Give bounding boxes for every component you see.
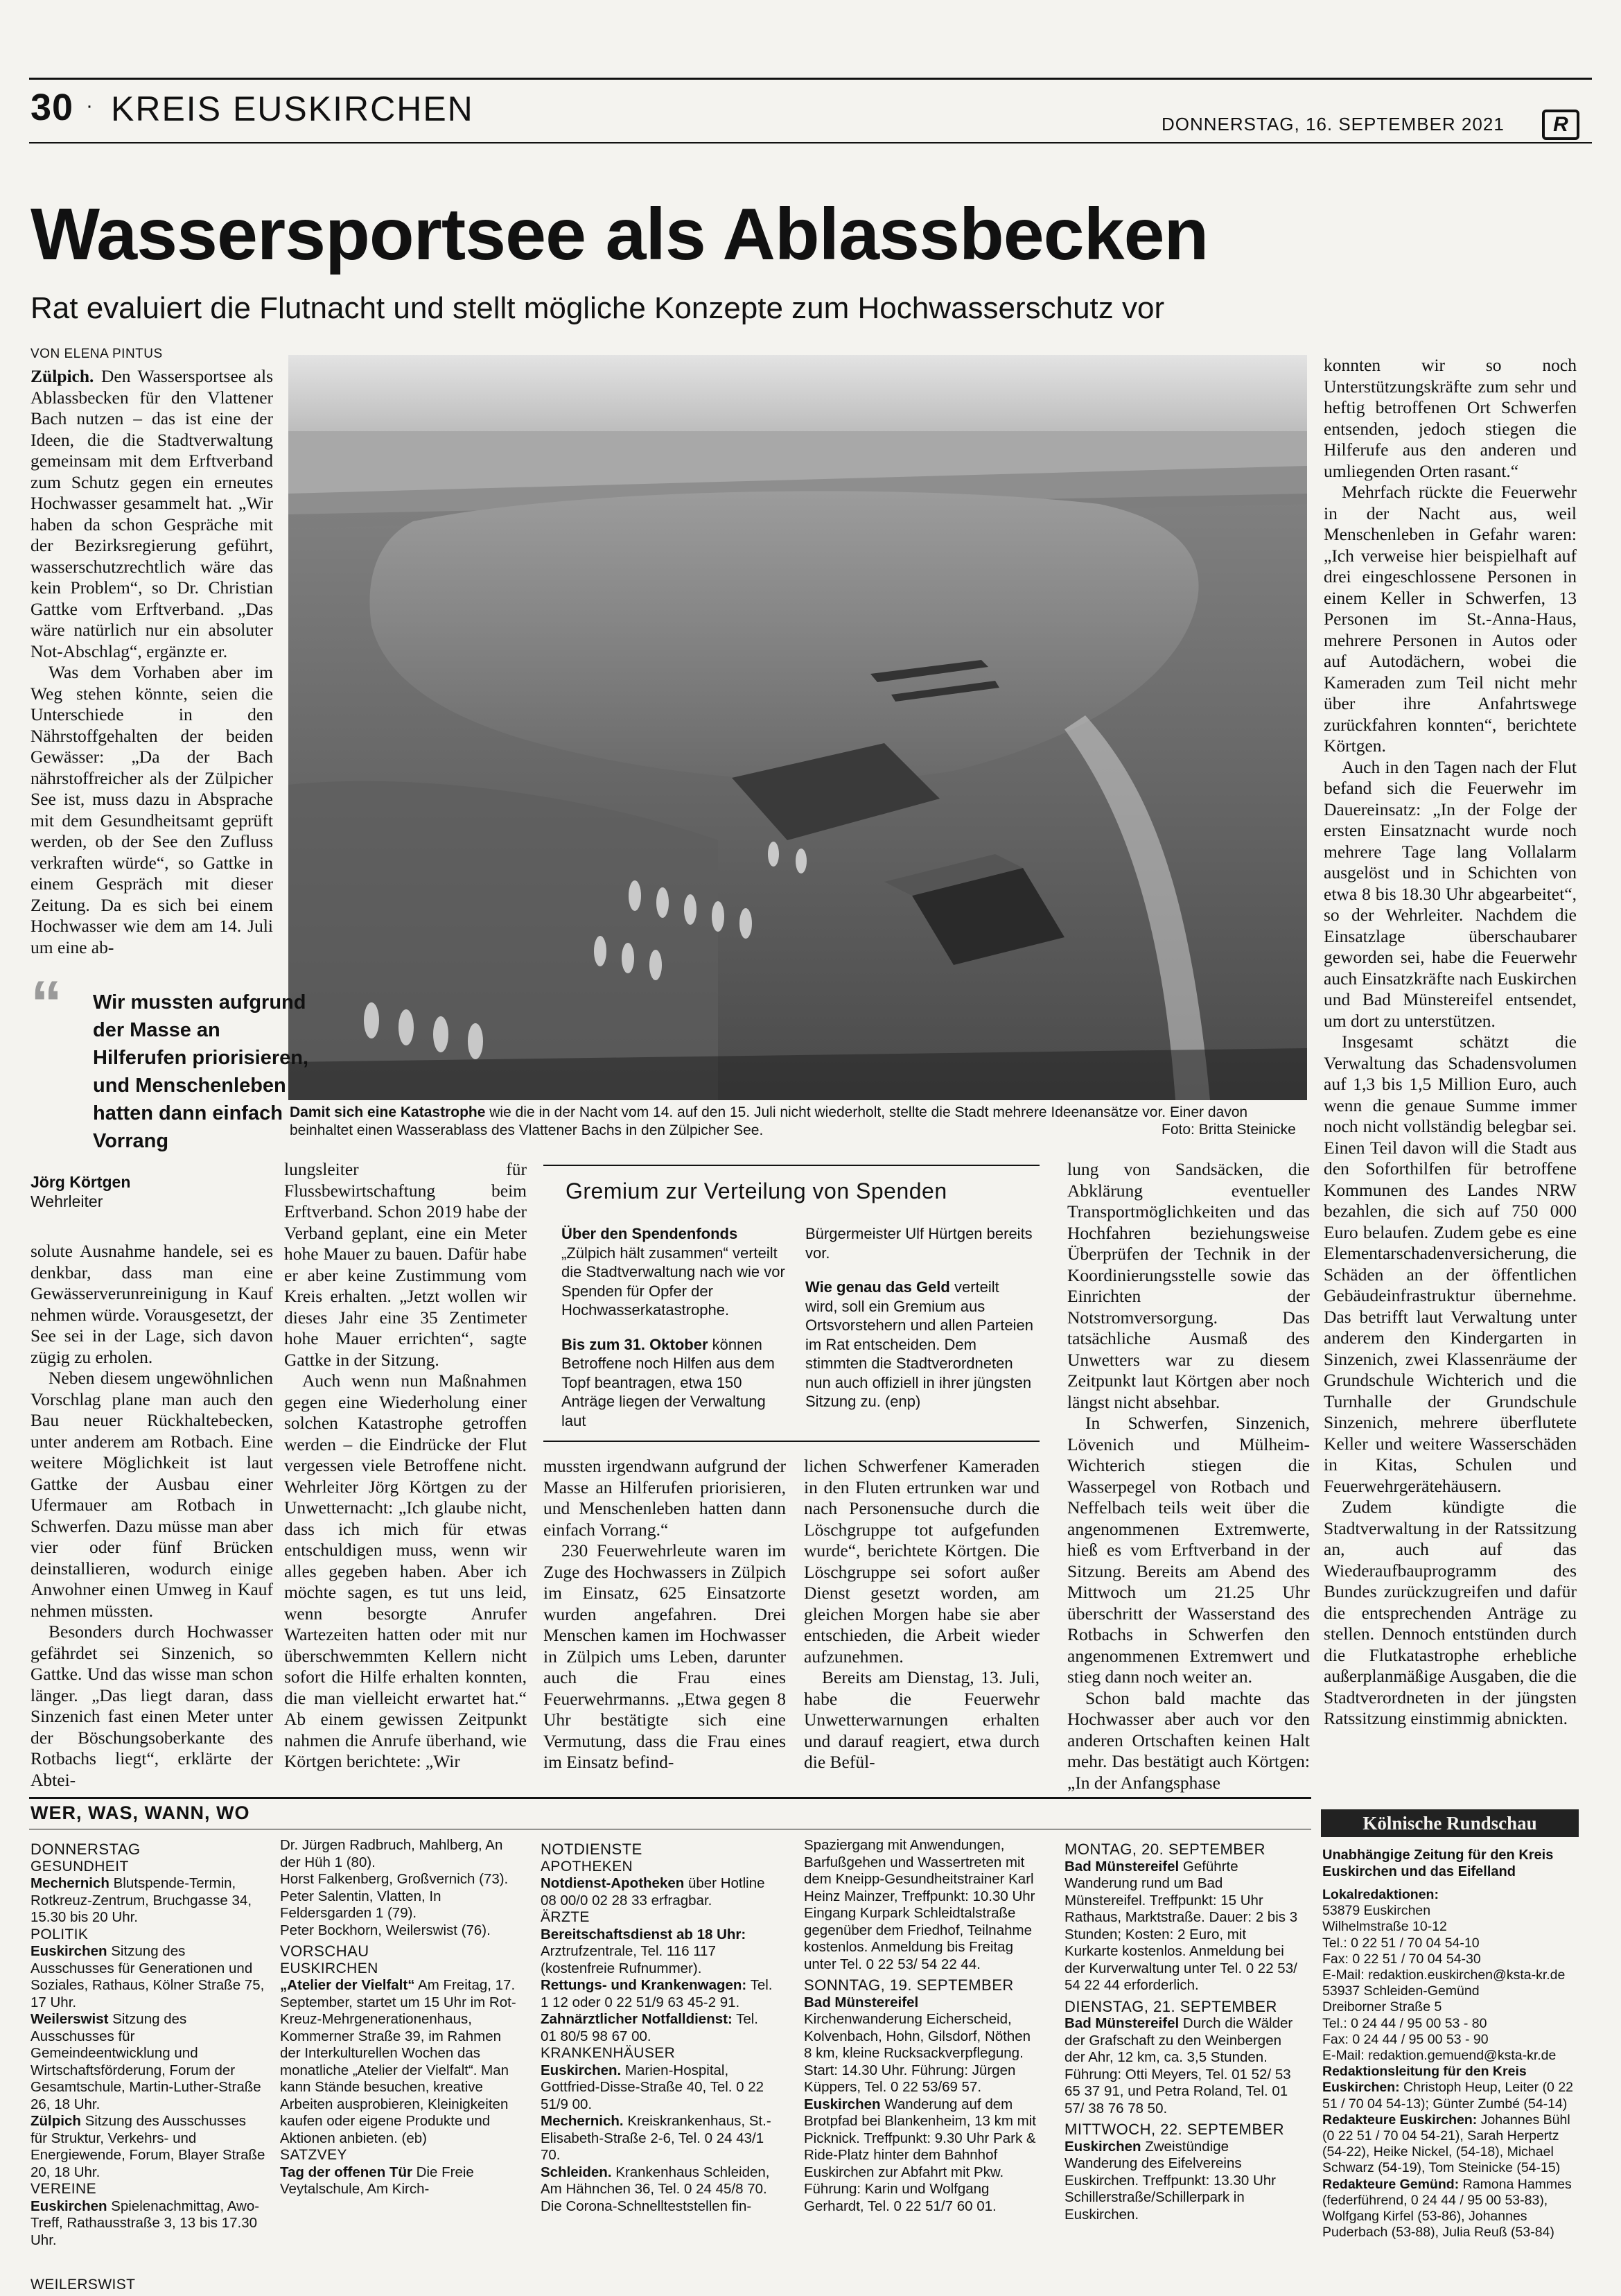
paragraph: lichen Schwerfener Kameraden in den Fluten ertrunken war und nach Personensuche durch die Löschgruppe tot aufgefunden wurde“, berichtete Körtgen. Die Löschgruppe sei sofort außer Dienst gesetzt worden, am gleichen Morgen habe sie aber entschieden, die Arbeit wieder aufzunehmen. <box>804 1456 1040 1667</box>
subheadline: Rat evaluiert die Flutnacht und stellt mögliche Konzepte zum Hochwasserschutz vor <box>30 291 1165 325</box>
event-entry: Peter Bockhorn, Weilerswist (76). <box>280 1922 491 1938</box>
quote-text: Wir mussten aufgrund der Masse an Hilferufen priorisieren, und Menschenleben hatten dann einfach Vorrang <box>93 991 309 1152</box>
event-heading: DIENSTAG, 21. SEPTEMBER <box>1064 1997 1277 2015</box>
top-rule <box>29 78 1592 80</box>
event-entry: Zahnärztlicher Notfalldienst: Tel. 01 80/5 98 67 00. <box>541 2011 759 2044</box>
events-column-4 <box>804 1837 1040 2215</box>
article-column-1b <box>30 1241 273 1791</box>
events-next-heading: WEILERSWIST <box>30 2277 136 2293</box>
article-column-4 <box>804 1456 1040 1773</box>
event-entry: Weilerswist Sitzung des Ausschusses für Gemeindeentwicklung und Wirtschaftsförderung, Forum der Gesamtschule, Martin-Luther-Straße 26, 18 Uhr. <box>30 2011 261 2112</box>
imprint-line: Redakteure Gemünd: Ramona Hammes (federführend, 0 24 44 / 95 00 53-83), Wolfgang Kirfel (53-86), Johannes Puderbach (53-88), Julia Reuß (53-84) <box>1322 2176 1572 2241</box>
events-title: WER, WAS, WANN, WO <box>30 1802 250 1823</box>
event-heading: SONNTAG, 19. SEPTEMBER <box>804 1976 1014 1994</box>
event-heading: APOTHEKEN <box>541 1858 633 1875</box>
event-heading: NOTDIENSTE <box>541 1841 642 1858</box>
infobox-title: Gremium zur Verteilung von Spenden <box>566 1179 947 1203</box>
paragraph: 230 Feuerwehrleute waren im Zuge des Hochwassers in Zülpich im Einsatz, 625 Einsatzorte wurden angefahren. Drei Menschen kamen im Hochwasser in Zülpich ums Leben, darunter auch die Frau eines Feuerwehrmanns. „Etwa gegen 8 Uhr bestätigte sich eine Vermutung, dass die Frau eines im Einsatz befind- <box>543 1540 786 1772</box>
event-heading: VORSCHAU <box>280 1942 369 1960</box>
event-entry: Euskirchen Sitzung des Ausschusses für Generationen und Soziales, Rathaus, Kölner Straße 75, 17 Uhr. <box>30 1943 265 2010</box>
quote-author: Jörg Körtgen <box>30 1173 131 1191</box>
paragraph: konnten wir so noch Unterstützungskräfte zum sehr und heftig betroffenen Ort Schwerfen entsenden, jedoch stiegen die Hilferufe aus den anderen und umliegenden Orten rasant.“ <box>1324 355 1577 481</box>
imprint-line: 53879 Euskirchen <box>1322 1903 1431 1919</box>
events-top-rule <box>29 1797 1311 1799</box>
event-heading: DONNERSTAG <box>30 1841 141 1858</box>
infobox-paragraph: Bürgermeister Ulf Hürtgen bereits vor. <box>805 1225 1033 1262</box>
event-entry: Horst Falkenberg, Großvernich (73). <box>280 1871 509 1887</box>
event-entry: Mechernich Blutspende-Termin, Rotkreuz-Zentrum, Bruchgasse 34, 15.30 bis 20 Uhr. <box>30 1875 252 1925</box>
paragraph: Zülpich. Den Wassersportsee als Ablassbecken für den Vlattener Bach nutzen – das ist eine der Ideen, die die Stadtverwaltung gemeinsam mit dem Erftverband zum Schutz gegen ein erneutes Hochwasser gesammelt hat. „Wir haben da schon Gespräche mit der Bezirksregierung geführt, wasserschutzrechtlich wäre das kein Problem“, so Dr. Christian Gattke vom Erftverband. „Das wäre natürlich nur ein absoluter Not-Abschlag“, ergänzte er. <box>30 366 273 661</box>
photo-caption: Damit sich eine Katastrophe wie die in der Nacht vom 14. auf den 15. Juli nicht wiederholt, stellte die Stadt mehrere Ideenansätze vor. Einer davon beinhaltet einen Wasserablass des Vlattener Bachs in den Zülpicher See. <box>290 1104 1248 1138</box>
event-entry: Euskirchen Spielenachmittag, Awo-Treff, Rathausstraße 3, 13 bis 17.30 Uhr. <box>30 2198 260 2248</box>
event-entry: Die Corona-Schnellteststellen fin- <box>541 2198 752 2214</box>
article-column-1 <box>30 366 273 958</box>
lake-aerial-photo <box>288 355 1307 1100</box>
event-heading: POLITIK <box>30 1926 89 1942</box>
imprint-subtitle: Unabhängige Zeitung für den Kreis Euskirchen und das Eifelland <box>1322 1847 1554 1879</box>
article-column-5 <box>1067 1159 1310 1793</box>
headline: Wassersportsee als Ablassbecken <box>30 193 1209 275</box>
infobox-bottom-rule <box>543 1441 1040 1442</box>
imprint-line: E-Mail: redaktion.gemuend@ksta-kr.de <box>1322 2048 1557 2064</box>
paragraph: In Schwerfen, Sinzenich, Lövenich und Mülheim-Wichterich stiegen die Wasserpegel von Rotbach und Neffelbach teils weit über die angenommenen Extremwerte, hieß es vom Erftverband in der Sitzung. Bereits am Abend des Mittwoch um 21.25 Uhr überschritt der Wasserstand des Rotbachs in Schwerfen den angenommenen Extremwert und stieg dann noch weiter an. <box>1067 1413 1310 1687</box>
event-heading: KRANKENHÄUSER <box>541 2045 676 2061</box>
quote-mark-icon: “ <box>30 968 62 1039</box>
paragraph: Schon bald machte das Hochwasser aber auch vor den anderen Ortschaften keinen Halt mehr. Das bestätigt auch Körtgen: „In der Anfangsphase <box>1067 1687 1310 1793</box>
imprint-details <box>1322 1887 1580 2241</box>
event-entry: Bad Münstereifel Kirchenwanderung Eicherscheid, Kolvenbach, Hohn, Gilsdorf, Nöthen 8 km, kleine Rucksackverpflegung. Start: 14.30 Uhr. Führung: Jürgen Küppers, Tel. 0 22 53/69 57. <box>804 1994 1031 2095</box>
section-title: KREIS EUSKIRCHEN <box>111 89 474 128</box>
event-entry: Bad Münstereifel Geführte Wanderung rund um Bad Münstereifel. Treffpunkt: 15 Uhr Rathaus, Marktstraße. Dauer: 2 bis 3 Stunden; Kosten: 2 Euro, mit Kurkarte kostenlos. Anmeldung bei der Kurverwaltung unter Tel. 0 22 53/ 54 22 44 erforderlich. <box>1064 1858 1298 1993</box>
event-entry: Zülpich Sitzung des Ausschusses für Struktur, Verkehrs- und Energiewende, Forum, Blayer Straße 20, 18 Uhr. <box>30 2113 265 2180</box>
event-heading: SATZVEY <box>280 2147 347 2163</box>
events-column-1 <box>30 1837 266 2249</box>
imprint-line: Redakteure Euskirchen: Johannes Bühl (0 22 51 / 70 04 54-21), Sarah Herpertz (54-22), Heike Nickel, (54-18), Michael Schwarz (54-19), Tom Steinicke (54-15) <box>1322 2112 1570 2176</box>
separator-dot: · <box>86 94 93 117</box>
paragraph: Insgesamt schätzt die Verwaltung das Schadensvolumen auf 1,3 bis 1,5 Million Euro, auch wenn die genaue Summe immer noch nicht vollständig belegbar sei. Einen Teil davon will die Stadt aus den Soforthilfen für betroffene Kommunen des Landes NRW bezahlen, die sich auf 750 000 Euro belaufen. Zudem gebe es eine Elementarschadenversicherung, die Schäden an der öffentlichen Gebäudeinfrastruktur übernehme. Das betrifft laut Verwaltung unter anderem den Kindergarten in Sinzenich, zwei Klassenräume der Grundschule Wichterich und die Turnhalle der Grundschule Sinzenich, mehrere überflutete Keller und weitere Wasserschäden in Kitas, Schulen und Feuerwehrgerätehäusern. <box>1324 1032 1577 1496</box>
event-entry: Peter Salentin, Vlatten, In Feldersgarden 1 (79). <box>280 1888 441 1921</box>
infobox-paragraph: Über den Spendenfonds „Zülpich hält zusammen“ verteilt die Stadtverwaltung nach wie vor Spenden für Opfer der Hochwasserkatastrophe. <box>561 1225 785 1319</box>
paragraph: Auch wenn nun Maßnahmen gegen eine Wiederholung einer solchen Katastrophe getroffen werden – die Eindrücke der Flut vergessen viele Betroffene nicht. Wehrleiter Jörg Körtgen zu der Unwetternacht: „Ich glaube nicht, dass ich mich für etwas entschuldigen muss, wenn wir alles gegeben haben. Aber ich möchte sagen, es tut uns leid, wenn besorgte Anrufer Wartezeiten hatten oder mit nur überschwemmten Kellern nicht sofort die Hilfe erhalten konnten, die man vielleicht erwartet hat.“ Ab einem gewissen Zeitpunkt nahmen die Anrufe überhand, wie Körtgen berichtete: „Wir <box>284 1371 527 1771</box>
page-number: 30 <box>30 87 74 128</box>
event-entry: Notdienst-Apotheken über Hotline 08 00/0 02 28 33 erfragbar. <box>541 1875 765 1908</box>
paragraph: Neben diesem ungewöhnlichen Vorschlag plane man auch den Bau neuer Rückhaltebecken, unter anderem am Rotbach. Eine weitere Möglichkeit ist laut Gattke der Ausbau einer Ufermauer am Rotbach in Schwerfen. Dazu müsse man aber vier oder fünf Brücken deinstallieren, wodurch einige Anwohner einen Umweg in Kauf nehmen müssten. <box>30 1368 273 1621</box>
events-column-5 <box>1064 1837 1300 2223</box>
quote-role: Wehrleiter <box>30 1192 103 1210</box>
event-heading: ÄRZTE <box>541 1909 590 1925</box>
paragraph: mussten irgendwann aufgrund der Masse an Hilferufen priorisieren, und Menschenleben hatten dann einfach Vorrang.“ <box>543 1456 786 1540</box>
event-heading: EUSKIRCHEN <box>280 1960 378 1976</box>
paragraph: lungsleiter für Flussbewirtschaftung beim Erftverband. Schon 2019 habe der Verband geplant, eine ein Meter hohe Mauer zu bauen. Dafür habe er aber keine Zustimmung vom Kreis erhalten. „Jetzt wollen wir dieses Jahr eine 35 Zentimeter hohe Mauer errichten“, sagte Gattke in der Sitzung. <box>284 1159 527 1370</box>
event-entry: Bereitschaftsdienst ab 18 Uhr: Arztrufzentrale, Tel. 116 117 (kostenfreie Rufnummer). <box>541 1926 746 1976</box>
event-entry: Schleiden. Krankenhaus Schleiden, Am Hähnchen 36, Tel. 0 24 45/8 70. <box>541 2164 770 2197</box>
event-heading: GESUNDHEIT <box>30 1858 129 1875</box>
logo-icon: R <box>1542 110 1579 140</box>
article-column-6 <box>1324 355 1577 1730</box>
issue-date: DONNERSTAG, 16. SEPTEMBER 2021 <box>1162 114 1505 134</box>
imprint-line: Fax: 0 24 44 / 95 00 53 - 90 <box>1322 2031 1489 2047</box>
photo-credit: Foto: Britta Steinicke <box>1162 1122 1296 1138</box>
imprint-line: 53937 Schleiden-Gemünd <box>1322 1983 1480 1999</box>
infobox-column-2 <box>805 1224 1034 1427</box>
event-entry: Tag der offenen Tür Die Freie Veytalschule, Am Kirch- <box>280 2164 474 2197</box>
infobox-paragraph: Bis zum 31. Oktober können Betroffene noch Hilfen aus dem Topf beantragen, etwa 150 Anträge liegen der Verwaltung laut <box>561 1335 775 1429</box>
event-entry: Bad Münstereifel Durch die Wälder der Grafschaft zu den Weinbergen der Ahr, 12 km, ca. 3,5 Stunden. Führung: Otti Meyers, Tel. 01 52/ 53 65 37 91, und Petra Roland, Tel. 01 57/ 38 76 78 50. <box>1064 2015 1293 2116</box>
events-column-3 <box>541 1837 776 2215</box>
event-entry: Rettungs- und Krankenwagen: Tel. 1 12 oder 0 22 51/9 63 45-2 91. <box>541 1977 773 2010</box>
article-column-2 <box>284 1159 527 1773</box>
event-entry: Spaziergang mit Anwendungen, Barfußgehen und Wassertreten mit dem Kneipp-Gesundheitstrainer Karl Heinz Mainzer, Treffpunkt: 10.30 Uhr Eingang Kurpark Schleidtalstraße gegenüber dem Friedhof, Teilnahme kostenlos. Anmeldung bis Freitag unter Tel. 0 22 53/ 54 22 44. <box>804 1837 1035 1972</box>
event-entry: Euskirchen Wanderung auf dem Brotpfad bei Blankenheim, 13 km mit Picknick. Treffpunkt: 9.30 Uhr Park & Ride-Platz hinter dem Bahnhof Euskirchen zur Abfahrt mit Pkw. Führung: Karin und Wolfgang Gerhardt, Tel. 0 22 51/7 60 01. <box>804 2096 1036 2214</box>
article-column-3 <box>543 1456 786 1773</box>
infobox-column-1 <box>561 1224 790 1445</box>
paragraph: lung von Sandsäcken, die Abklärung eventueller Transportmöglichkeiten und das Hochfahren beziehungsweise Überprüfen der Technik in der Koordinierungsstelle sowie das Einrichten der Notstromversorgung. Das tatsächliche Ausmaß des Unwetters war zu diesem Zeitpunkt laut Körtgen aber noch längst nicht absehbar. <box>1067 1159 1310 1412</box>
event-heading: MONTAG, 20. SEPTEMBER <box>1064 1841 1266 1858</box>
paragraph: Mehrfach rückte die Feuerwehr in der Nacht aus, weil Menschenleben in Gefahr waren: „Ich verweise hier beispielhaft auf drei eingeschlossene Personen in einem Keller in Schwerfen, 13 Personen im St.-Anna-Haus, mehrere Personen in Autos oder auf Autodächern, wobei die Kameraden zum Teil nicht mehr über ihre Anfahrtswege zurückfahren konnten“, berichtete Körtgen. <box>1324 482 1577 756</box>
masthead-logo: Kölnische Rundschau <box>1321 1809 1579 1837</box>
infobox-paragraph: Wie genau das Geld verteilt wird, soll ein Gremium aus Ortsvorstehern und allen Parteien im Rat entscheiden. Dem stimmten die Stadtverordneten nun auch offiziell in ihrer jüngsten Sitzung zu. (enp) <box>805 1278 1033 1410</box>
imprint-line: E-Mail: redaktion.euskirchen@ksta-kr.de <box>1322 1967 1566 1983</box>
event-heading: MITTWOCH, 22. SEPTEMBER <box>1064 2121 1285 2138</box>
events-column-2 <box>280 1837 519 2198</box>
paragraph: Besonders durch Hochwasser gefährdet sei Sinzenich, so Gattke. Und das wisse man schon länger. „Das liegt daran, dass Sinzenich fast einen Meter unter der Böschungsoberkante des Rotbachs liegt“, erklärte der Abtei- <box>30 1621 273 1790</box>
paragraph: Was dem Vorhaben aber im Weg stehen könnte, seien die Unterschiede in den Nährstoffgehalten der beiden Gewässer: „Da der Bach nährstoffreicher als der Zülpicher See ist, muss dazu in Absprache mit dem Gesundheitsamt geprüft werden, ob der See den Zufluss verkraften würde“, so Gattke in einem Gespräch mit dieser Zeitung. Da es sich bei einem Hochwasser wie dem am 14. Juli um eine ab- <box>30 662 273 957</box>
imprint-line: Lokalredaktionen: <box>1322 1887 1439 1902</box>
event-entry: Euskirchen Zweistündige Wanderung des Eifelvereins Euskirchen. Treffpunkt: 13.30 Uhr Schillerstraße/Schillerpark in Euskirchen. <box>1064 2138 1277 2223</box>
event-entry: Mechernich. Kreiskrankenhaus, St.-Elisabeth-Straße 2-6, Tel. 0 24 43/1 70. <box>541 2113 771 2163</box>
imprint-line: Dreiborner Straße 5 <box>1322 1999 1442 2015</box>
event-heading: VEREINE <box>30 2181 96 2197</box>
paragraph: Zudem kündigte die Stadtverwaltung in der Ratssitzung an, auch auf das Wiederaufbauprogramm des Bundes zurückzugreifen und dafür die entsprechenden Anträge zu stellen. Dennoch entstünden durch die Flutkatastrophe erhebliche außerplanmäßige Ausgaben, die die Stadtverordneten in der jüngsten Ratssitzung einstimmig abnickten. <box>1324 1497 1577 1728</box>
paragraph: Bereits am Dienstag, 13. Juli, habe die Feuerwehr Unwetterwarnungen erhalten und darauf reagiert, etwa durch die Befül- <box>804 1667 1040 1772</box>
event-entry: „Atelier der Vielfalt“ Am Freitag, 17. September, startet um 15 Uhr im Rot-Kreuz-Mehrgenerationenhaus, Kommerner Straße 39, im Rahmen der Interkulturellen Wochen das monatliche „Atelier der Vielfalt“. Man kann Stände besuchen, kreative Arbeiten ausprobieren, Kleinigkeiten kaufen oder eigene Produkte und Aktionen anbieten. (eb) <box>280 1977 516 2146</box>
infobox-top-rule <box>543 1165 1040 1166</box>
event-entry: Dr. Jürgen Radbruch, Mahlberg, An der Hüh 1 (80). <box>280 1837 503 1870</box>
imprint-line: Tel.: 0 22 51 / 70 04 54-10 <box>1322 1935 1480 1951</box>
header-rule <box>29 142 1592 144</box>
byline: VON ELENA PINTUS <box>30 347 163 361</box>
imprint-line: Fax: 0 22 51 / 70 04 54-30 <box>1322 1951 1481 1967</box>
paragraph: Auch in den Tagen nach der Flut befand sich die Feuerwehr im Dauereinsatz: „In der Folge der ersten Einsatznacht wurde noch mehrere Tage lang Vollalarm ausgelöst und in Schichten von etwa 8 bis 18.30 Uhr abgearbeitet“, so der Wehrleiter. Nachdem die Einsatzlage überschaubarer geworden sei, habe die Feuerwehr auch Einsatzkräfte nach Euskirchen und Bad Münstereifel entsendet, um dort zu unterstützen. <box>1324 756 1577 1031</box>
event-entry: Euskirchen. Marien-Hospital, Gottfried-Disse-Straße 40, Tel. 0 22 51/9 00. <box>541 2062 764 2112</box>
imprint-line: Wilhelmstraße 10-12 <box>1322 1919 1447 1935</box>
imprint-line: Tel.: 0 24 44 / 95 00 53 - 80 <box>1322 2015 1487 2031</box>
paragraph: solute Ausnahme handele, sei es denkbar, dass man eine Gewässerverunreinigung in Kauf nehmen würde. Vorausgesetzt, der See sei in der Lage, sich davon zügig zu erholen. <box>30 1241 273 1367</box>
imprint-line: Redaktionsleitung für den Kreis Euskirchen: Christoph Heup, Leiter (0 22 51 / 70 04 54-13); Günter Zumbé (54-14) <box>1322 2064 1574 2112</box>
